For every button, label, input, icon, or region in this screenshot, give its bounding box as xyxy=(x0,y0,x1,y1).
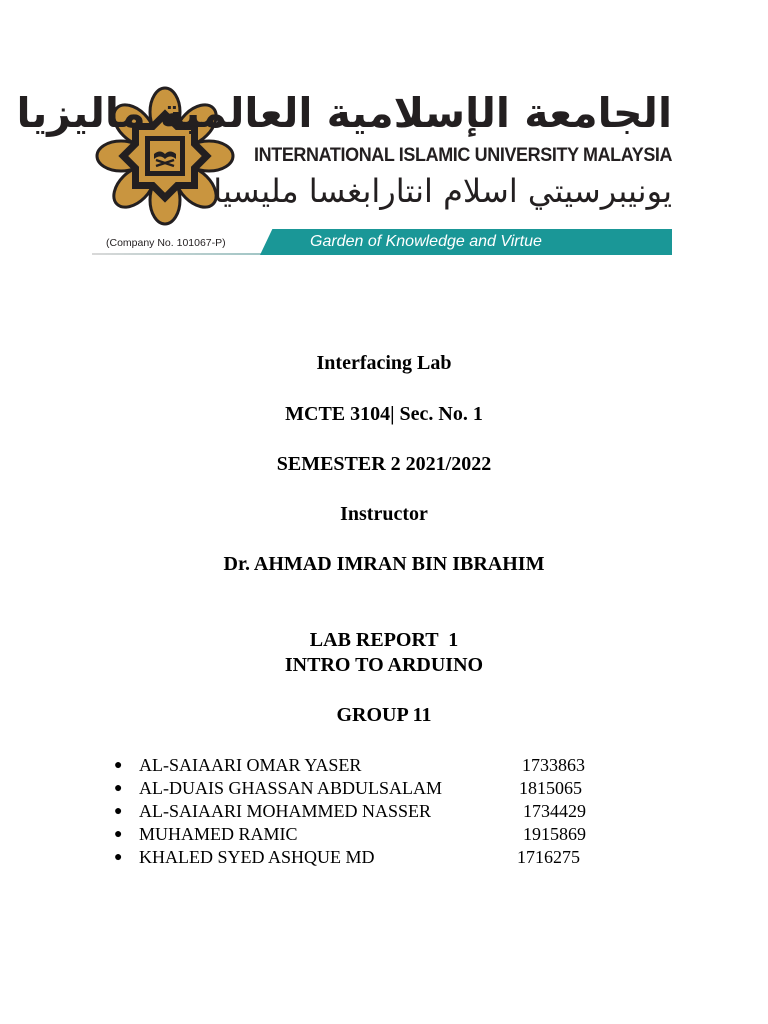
member-id: 1733863 xyxy=(522,755,585,775)
member-list xyxy=(114,754,674,869)
list-item xyxy=(114,754,674,777)
group-number: GROUP 11 xyxy=(336,704,432,726)
member-id: 1815065 xyxy=(519,778,582,798)
semester: SEMESTER 2 2021/2022 xyxy=(276,453,492,475)
member-name: AL-DUAIS GHASSAN ABDULSALAM xyxy=(139,778,443,798)
course-title: Interfacing Lab xyxy=(316,352,452,374)
list-item xyxy=(114,777,674,800)
university-logo xyxy=(16,86,678,258)
report-title: LAB REPORT 1 xyxy=(309,629,459,651)
bullet-icon: ● xyxy=(114,781,123,796)
member-name: KHALED SYED ASHQUE MD xyxy=(139,847,375,867)
company-number: (Company No. 101067-P) xyxy=(106,237,226,249)
list-item xyxy=(114,823,674,846)
report-subtitle: INTRO TO ARDUINO xyxy=(284,654,484,676)
list-item xyxy=(114,846,674,869)
member-id: 1915869 xyxy=(523,824,586,844)
member-id: 1716275 xyxy=(517,847,580,867)
bullet-icon: ● xyxy=(114,850,123,865)
member-id: 1734429 xyxy=(523,801,586,821)
bullet-icon: ● xyxy=(114,804,123,819)
member-name: AL-SAIAARI OMAR YASER xyxy=(139,755,362,775)
bullet-icon: ● xyxy=(114,827,123,842)
instructor-name: Dr. AHMAD IMRAN BIN IBRAHIM xyxy=(223,553,545,575)
member-name: MUHAMED RAMIC xyxy=(139,824,298,844)
university-jawi-name: يونيبرسيتي اسلام انتارابغسا مليسيا xyxy=(213,172,672,210)
university-english-name: INTERNATIONAL ISLAMIC UNIVERSITY MALAYSIA xyxy=(254,144,673,166)
university-tagline: Garden of Knowledge and Virtue xyxy=(310,233,542,250)
member-name: AL-SAIAARI MOHAMMED NASSER xyxy=(139,801,432,821)
course-code: MCTE 3104| Sec. No. 1 xyxy=(285,403,483,425)
bullet-icon: ● xyxy=(114,758,123,773)
list-item xyxy=(114,800,674,823)
university-arabic-name: الجامعة الإسلامية العالمية ماليزيا xyxy=(16,89,672,137)
instructor-label: Instructor xyxy=(340,503,428,525)
